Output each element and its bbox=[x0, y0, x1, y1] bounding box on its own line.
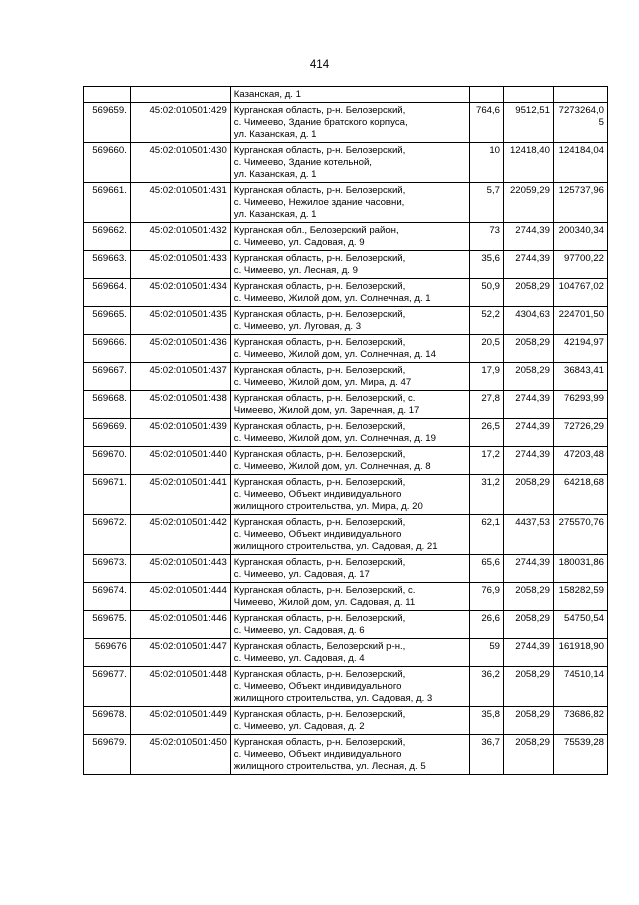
address-line: жилищного строительства, ул. Мира, д. 20 bbox=[233, 501, 423, 512]
address-cell bbox=[230, 103, 470, 143]
cadastral-value-cell bbox=[553, 667, 607, 707]
cadastral-number-cell: 45:02:010501:446 bbox=[130, 611, 230, 639]
address-cell bbox=[230, 143, 470, 183]
area-cell bbox=[470, 87, 504, 103]
cadastral-value-line: 200340,34 bbox=[558, 225, 604, 236]
table-row bbox=[84, 735, 608, 775]
record-number-cell: 569662. bbox=[84, 223, 131, 251]
cadastral-number-cell bbox=[130, 87, 230, 103]
area-cell: 62,1 bbox=[470, 515, 504, 555]
cadastral-number-cell: 45:02:010501:429 bbox=[130, 103, 230, 143]
area-cell: 5,7 bbox=[470, 183, 504, 223]
address-line: с. Чимеево, ул. Садовая, д. 4 bbox=[233, 653, 365, 664]
address-line: с. Чимеево, ул. Садовая, д. 9 bbox=[233, 237, 365, 248]
address-cell bbox=[230, 223, 470, 251]
address-cell bbox=[230, 87, 470, 103]
address-cell bbox=[230, 555, 470, 583]
area-cell: 764,6 bbox=[470, 103, 504, 143]
area-cell: 17,9 bbox=[470, 363, 504, 391]
cadastral-value-cell bbox=[553, 447, 607, 475]
address-cell bbox=[230, 583, 470, 611]
address-line: с. Чимеево, Здание братского корпуса, bbox=[233, 117, 408, 128]
address-cell bbox=[230, 419, 470, 447]
specific-value-cell: 2744,39 bbox=[504, 419, 554, 447]
specific-value-cell bbox=[504, 87, 554, 103]
record-number-cell: 569673. bbox=[84, 555, 131, 583]
address-cell bbox=[230, 183, 470, 223]
cadastral-number-cell: 45:02:010501:432 bbox=[130, 223, 230, 251]
table-row bbox=[84, 391, 608, 419]
registry-body bbox=[84, 87, 608, 775]
cadastral-value-line: 73686,82 bbox=[563, 709, 604, 720]
area-cell: 35,8 bbox=[470, 707, 504, 735]
specific-value-cell: 2058,29 bbox=[504, 279, 554, 307]
area-cell: 31,2 bbox=[470, 475, 504, 515]
address-line: с. Чимеево, ул. Садовая, д. 6 bbox=[233, 625, 365, 636]
address-cell bbox=[230, 447, 470, 475]
property-registry-table bbox=[83, 86, 608, 775]
address-line: Казанская, д. 1 bbox=[233, 89, 301, 100]
table-row bbox=[84, 515, 608, 555]
cadastral-value-cell bbox=[553, 611, 607, 639]
area-cell: 52,2 bbox=[470, 307, 504, 335]
address-cell bbox=[230, 667, 470, 707]
cadastral-value-line: 158282,59 bbox=[558, 585, 604, 596]
record-number-cell: 569670. bbox=[84, 447, 131, 475]
cadastral-value-line: 75539,28 bbox=[563, 737, 604, 748]
address-cell bbox=[230, 475, 470, 515]
cadastral-number-cell: 45:02:010501:448 bbox=[130, 667, 230, 707]
cadastral-value-cell bbox=[553, 223, 607, 251]
record-number-cell: 569676 bbox=[84, 639, 131, 667]
address-line: Курганская область, р-н. Белозерский, с. bbox=[233, 585, 416, 596]
cadastral-number-cell: 45:02:010501:443 bbox=[130, 555, 230, 583]
address-cell bbox=[230, 707, 470, 735]
cadastral-value-cell bbox=[553, 707, 607, 735]
address-line: с. Чимеево, Жилой дом, ул. Солнечная, д. 1 bbox=[233, 293, 431, 304]
area-cell: 17,2 bbox=[470, 447, 504, 475]
table-row bbox=[84, 87, 608, 103]
cadastral-value-line: 180031,86 bbox=[558, 557, 604, 568]
cadastral-value-cell bbox=[553, 279, 607, 307]
table-row bbox=[84, 103, 608, 143]
address-line: Курганская область, р-н. Белозерский, bbox=[233, 709, 406, 720]
address-line: жилищного строительства, ул. Садовая, д. 3 bbox=[233, 693, 433, 704]
address-line: Курганская область, р-н. Белозерский, bbox=[233, 253, 406, 264]
address-line: Курганская обл., Белозерский район, bbox=[233, 225, 399, 236]
record-number-cell: 569661. bbox=[84, 183, 131, 223]
cadastral-value-line: 104767,02 bbox=[558, 281, 604, 292]
table-row bbox=[84, 475, 608, 515]
record-number-cell: 569660. bbox=[84, 143, 131, 183]
address-line: с. Чимеево, ул. Садовая, д. 17 bbox=[233, 569, 370, 580]
specific-value-cell: 4304,63 bbox=[504, 307, 554, 335]
area-cell: 26,6 bbox=[470, 611, 504, 639]
table-row bbox=[84, 419, 608, 447]
cadastral-number-cell: 45:02:010501:436 bbox=[130, 335, 230, 363]
cadastral-value-line: 124184,04 bbox=[558, 145, 604, 156]
cadastral-number-cell: 45:02:010501:430 bbox=[130, 143, 230, 183]
cadastral-number-cell: 45:02:010501:435 bbox=[130, 307, 230, 335]
address-cell bbox=[230, 335, 470, 363]
specific-value-cell: 12418,40 bbox=[504, 143, 554, 183]
cadastral-value-line: 7273264,0 bbox=[558, 105, 604, 116]
record-number-cell: 569665. bbox=[84, 307, 131, 335]
address-line: Курганская область, р-н. Белозерский, bbox=[233, 337, 406, 348]
address-line: Курганская область, р-н. Белозерский, bbox=[233, 105, 406, 116]
address-line: Курганская область, р-н. Белозерский, bbox=[233, 669, 406, 680]
address-line: с. Чимеево, Жилой дом, ул. Солнечная, д. 19 bbox=[233, 433, 436, 444]
area-cell: 59 bbox=[470, 639, 504, 667]
specific-value-cell: 2058,29 bbox=[504, 667, 554, 707]
address-line: Курганская область, р-н. Белозерский, bbox=[233, 365, 406, 376]
specific-value-cell: 2058,29 bbox=[504, 707, 554, 735]
table-row bbox=[84, 639, 608, 667]
record-number-cell: 569672. bbox=[84, 515, 131, 555]
address-line: Курганская область, р-н. Белозерский, bbox=[233, 477, 406, 488]
specific-value-cell: 2058,29 bbox=[504, 583, 554, 611]
record-number-cell: 569678. bbox=[84, 707, 131, 735]
address-line: Курганская область, р-н. Белозерский, с. bbox=[233, 393, 416, 404]
area-cell: 35,6 bbox=[470, 251, 504, 279]
record-number-cell: 569671. bbox=[84, 475, 131, 515]
address-line: с. Чимеево, Здание котельной, bbox=[233, 157, 372, 168]
cadastral-value-cell bbox=[553, 335, 607, 363]
specific-value-cell: 22059,29 bbox=[504, 183, 554, 223]
address-line: с. Чимеево, ул. Садовая, д. 2 bbox=[233, 721, 365, 732]
specific-value-cell: 2744,39 bbox=[504, 251, 554, 279]
address-line: ул. Казанская, д. 1 bbox=[233, 129, 317, 140]
area-cell: 20,5 bbox=[470, 335, 504, 363]
address-cell bbox=[230, 363, 470, 391]
address-line: Курганская область, р-н. Белозерский, bbox=[233, 557, 406, 568]
address-line: ул. Казанская, д. 1 bbox=[233, 169, 317, 180]
address-line: с. Чимеево, Объект индивидуального bbox=[233, 529, 402, 540]
address-line: Курганская область, р-н. Белозерский, bbox=[233, 145, 406, 156]
address-cell bbox=[230, 639, 470, 667]
cadastral-number-cell: 45:02:010501:431 bbox=[130, 183, 230, 223]
address-cell bbox=[230, 391, 470, 419]
address-cell bbox=[230, 735, 470, 775]
record-number-cell: 569679. bbox=[84, 735, 131, 775]
address-line: Курганская область, р-н. Белозерский, bbox=[233, 281, 406, 292]
cadastral-value-cell bbox=[553, 103, 607, 143]
address-line: с. Чимеево, Жилой дом, ул. Солнечная, д. 8 bbox=[233, 461, 431, 472]
specific-value-cell: 2744,39 bbox=[504, 447, 554, 475]
address-cell bbox=[230, 611, 470, 639]
cadastral-value-line: 97700,22 bbox=[563, 253, 604, 264]
cadastral-value-cell bbox=[553, 87, 607, 103]
specific-value-cell: 2058,29 bbox=[504, 363, 554, 391]
address-line: с. Чимеево, Объект индивидуального bbox=[233, 749, 402, 760]
cadastral-number-cell: 45:02:010501:437 bbox=[130, 363, 230, 391]
address-line: Курганская область, р-н. Белозерский, bbox=[233, 421, 406, 432]
cadastral-value-line: 76293,99 bbox=[563, 393, 604, 404]
cadastral-number-cell: 45:02:010501:438 bbox=[130, 391, 230, 419]
cadastral-value-cell bbox=[553, 735, 607, 775]
specific-value-cell: 2744,39 bbox=[504, 639, 554, 667]
cadastral-value-cell bbox=[553, 419, 607, 447]
address-line: Курганская область, р-н. Белозерский, bbox=[233, 449, 406, 460]
address-cell bbox=[230, 307, 470, 335]
table-row bbox=[84, 223, 608, 251]
address-line: с. Чимеево, ул. Лесная, д. 9 bbox=[233, 265, 358, 276]
address-line: ул. Казанская, д. 1 bbox=[233, 209, 317, 220]
area-cell: 50,9 bbox=[470, 279, 504, 307]
table-row bbox=[84, 307, 608, 335]
address-line: Курганская область, р-н. Белозерский, bbox=[233, 517, 406, 528]
cadastral-value-line: 161918,90 bbox=[558, 641, 604, 652]
table-row bbox=[84, 183, 608, 223]
address-line: Курганская область, р-н. Белозерский, bbox=[233, 309, 406, 320]
address-line: с. Чимеево, Жилой дом, ул. Мира, д. 47 bbox=[233, 377, 412, 388]
address-line: Курганская область, р-н. Белозерский, bbox=[233, 185, 406, 196]
record-number-cell: 569666. bbox=[84, 335, 131, 363]
address-line: с. Чимеево, Жилой дом, ул. Солнечная, д. 14 bbox=[233, 349, 436, 360]
address-line: жилищного строительства, ул. Лесная, д. 5 bbox=[233, 761, 426, 772]
cadastral-value-line: 125737,96 bbox=[558, 185, 604, 196]
cadastral-value-cell bbox=[553, 639, 607, 667]
table-row bbox=[84, 447, 608, 475]
specific-value-cell: 2058,29 bbox=[504, 475, 554, 515]
cadastral-number-cell: 45:02:010501:447 bbox=[130, 639, 230, 667]
address-line: с. Чимеево, Объект индивидуального bbox=[233, 681, 402, 692]
cadastral-value-line: 42194,97 bbox=[563, 337, 604, 348]
cadastral-value-line: 275570,76 bbox=[558, 517, 604, 528]
address-cell bbox=[230, 251, 470, 279]
specific-value-cell: 4437,53 bbox=[504, 515, 554, 555]
address-line: с. Чимеево, Объект индивидуального bbox=[233, 489, 402, 500]
cadastral-value-line: 72726,29 bbox=[563, 421, 604, 432]
area-cell: 36,7 bbox=[470, 735, 504, 775]
record-number-cell: 569677. bbox=[84, 667, 131, 707]
table-row bbox=[84, 555, 608, 583]
page-number: 414 bbox=[309, 59, 330, 71]
record-number-cell: 569664. bbox=[84, 279, 131, 307]
record-number-cell: 569659. bbox=[84, 103, 131, 143]
address-line: жилищного строительства, ул. Садовая, д. 21 bbox=[233, 541, 438, 552]
cadastral-number-cell: 45:02:010501:450 bbox=[130, 735, 230, 775]
specific-value-cell: 2744,39 bbox=[504, 223, 554, 251]
cadastral-value-cell bbox=[553, 583, 607, 611]
cadastral-value-line: 74510,14 bbox=[563, 669, 604, 680]
area-cell: 26,5 bbox=[470, 419, 504, 447]
cadastral-value-line: 54750,54 bbox=[563, 613, 604, 624]
record-number-cell bbox=[84, 87, 131, 103]
cadastral-value-cell bbox=[553, 515, 607, 555]
cadastral-value-cell bbox=[553, 475, 607, 515]
cadastral-number-cell: 45:02:010501:440 bbox=[130, 447, 230, 475]
specific-value-cell: 2744,39 bbox=[504, 555, 554, 583]
area-cell: 36,2 bbox=[470, 667, 504, 707]
cadastral-value-cell bbox=[553, 391, 607, 419]
area-cell: 73 bbox=[470, 223, 504, 251]
cadastral-value-cell bbox=[553, 143, 607, 183]
cadastral-value-line: 5 bbox=[598, 117, 604, 128]
table-row bbox=[84, 279, 608, 307]
specific-value-cell: 2744,39 bbox=[504, 391, 554, 419]
table-row bbox=[84, 611, 608, 639]
cadastral-value-line: 64218,68 bbox=[563, 477, 604, 488]
cadastral-value-cell bbox=[553, 251, 607, 279]
table-row bbox=[84, 707, 608, 735]
cadastral-value-line: 47203,48 bbox=[563, 449, 604, 460]
address-cell bbox=[230, 515, 470, 555]
cadastral-value-line: 36843,41 bbox=[563, 365, 604, 376]
specific-value-cell: 2058,29 bbox=[504, 735, 554, 775]
cadastral-value-cell bbox=[553, 363, 607, 391]
record-number-cell: 569663. bbox=[84, 251, 131, 279]
table-row bbox=[84, 335, 608, 363]
cadastral-number-cell: 45:02:010501:434 bbox=[130, 279, 230, 307]
cadastral-value-cell bbox=[553, 307, 607, 335]
specific-value-cell: 2058,29 bbox=[504, 335, 554, 363]
table-row bbox=[84, 251, 608, 279]
table-row bbox=[84, 363, 608, 391]
specific-value-cell: 9512,51 bbox=[504, 103, 554, 143]
address-line: Курганская область, Белозерский р-н., bbox=[233, 641, 406, 652]
cadastral-number-cell: 45:02:010501:433 bbox=[130, 251, 230, 279]
record-number-cell: 569667. bbox=[84, 363, 131, 391]
cadastral-number-cell: 45:02:010501:449 bbox=[130, 707, 230, 735]
cadastral-number-cell: 45:02:010501:442 bbox=[130, 515, 230, 555]
address-cell bbox=[230, 279, 470, 307]
cadastral-value-line: 224701,50 bbox=[558, 309, 604, 320]
cadastral-value-cell bbox=[553, 555, 607, 583]
cadastral-number-cell: 45:02:010501:439 bbox=[130, 419, 230, 447]
address-line: с. Чимеево, Нежилое здание часовни, bbox=[233, 197, 405, 208]
area-cell: 27,8 bbox=[470, 391, 504, 419]
table-row bbox=[84, 583, 608, 611]
address-line: Курганская область, р-н. Белозерский, bbox=[233, 613, 406, 624]
cadastral-number-cell: 45:02:010501:444 bbox=[130, 583, 230, 611]
record-number-cell: 569668. bbox=[84, 391, 131, 419]
record-number-cell: 569669. bbox=[84, 419, 131, 447]
address-line: Курганская область, р-н. Белозерский, bbox=[233, 737, 406, 748]
area-cell: 65,6 bbox=[470, 555, 504, 583]
table-row bbox=[84, 143, 608, 183]
cadastral-number-cell: 45:02:010501:441 bbox=[130, 475, 230, 515]
address-line: с. Чимеево, ул. Луговая, д. 3 bbox=[233, 321, 362, 332]
area-cell: 76,9 bbox=[470, 583, 504, 611]
cadastral-value-cell bbox=[553, 183, 607, 223]
record-number-cell: 569674. bbox=[84, 583, 131, 611]
record-number-cell: 569675. bbox=[84, 611, 131, 639]
specific-value-cell: 2058,29 bbox=[504, 611, 554, 639]
table-row bbox=[84, 667, 608, 707]
area-cell: 10 bbox=[470, 143, 504, 183]
address-line: Чимеево, Жилой дом, ул. Садовая, д. 11 bbox=[233, 597, 416, 608]
address-line: Чимеево, Жилой дом, ул. Заречная, д. 17 bbox=[233, 405, 420, 416]
